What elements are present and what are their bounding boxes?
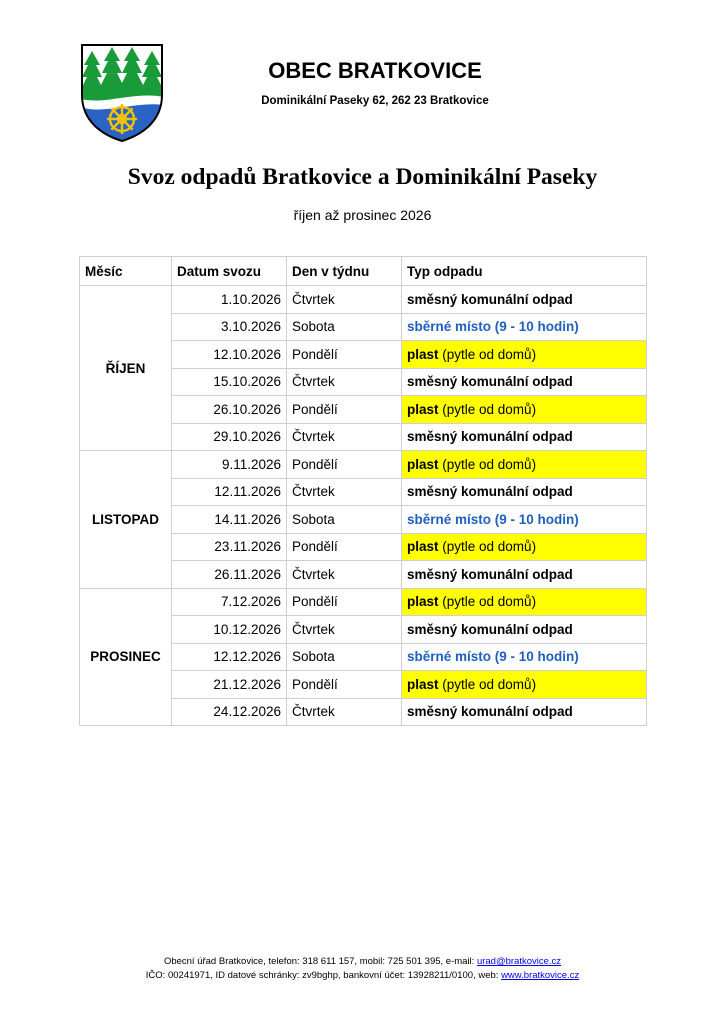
waste-type-cell	[402, 588, 647, 616]
footer-line-2	[0, 969, 725, 983]
waste-type-cell	[402, 671, 647, 699]
waste-type-note: (pytle od domů)	[438, 676, 537, 692]
header-date: Datum svozu	[172, 257, 287, 286]
waste-type-note: (pytle od domů)	[438, 539, 537, 555]
date-cell: 10.12.2026	[172, 616, 287, 644]
weekday-cell: Pondělí	[287, 588, 402, 616]
waste-type-label: směsný komunální odpad	[407, 704, 573, 720]
waste-type-cell	[402, 506, 647, 534]
weekday-cell: Čtvrtek	[287, 423, 402, 451]
waste-type-label: směsný komunální odpad	[407, 566, 573, 582]
waste-type-note: (pytle od domů)	[438, 346, 537, 362]
waste-type-note: (pytle od domů)	[438, 456, 537, 472]
waste-type-label: směsný komunální odpad	[407, 621, 573, 637]
org-address: Dominikální Paseky 62, 262 23 Bratkovice	[261, 95, 489, 107]
waste-type-label: plast	[407, 401, 439, 417]
collection-schedule-table	[79, 256, 647, 726]
document-subtitle: říjen až prosinec 2026	[293, 207, 432, 223]
month-cell: PROSINEC	[80, 588, 172, 726]
date-cell: 29.10.2026	[172, 423, 287, 451]
footer-line-1	[0, 955, 725, 969]
coat-of-arms-icon	[80, 43, 164, 143]
waste-type-label: plast	[407, 539, 439, 555]
footer-ids-text: IČO: 00241971, ID datové schránky: zv9bghp, bankovní účet: 13928211/0100, web:	[145, 970, 502, 981]
table-row	[80, 286, 647, 314]
waste-type-cell	[402, 616, 647, 644]
footer-contact-text: Obecní úřad Bratkovice, telefon: 318 611 157, mobil: 725 501 395, e-mail:	[163, 956, 477, 967]
waste-type-label: směsný komunální odpad	[407, 374, 573, 390]
waste-type-cell	[402, 533, 647, 561]
weekday-cell: Čtvrtek	[287, 478, 402, 506]
weekday-cell: Pondělí	[287, 533, 402, 561]
table-header-row	[80, 257, 647, 286]
footer	[0, 955, 725, 983]
waste-type-cell	[402, 396, 647, 424]
web-link[interactable]: www.bratkovice.cz	[501, 970, 580, 981]
waste-type-cell	[402, 286, 647, 314]
waste-type-cell	[402, 561, 647, 589]
table-row	[80, 451, 647, 479]
weekday-cell: Sobota	[287, 313, 402, 341]
waste-type-label: plast	[407, 456, 439, 472]
date-cell: 14.11.2026	[172, 506, 287, 534]
waste-type-label: sběrné místo (9 - 10 hodin)	[407, 319, 579, 335]
waste-type-cell	[402, 313, 647, 341]
email-link[interactable]: urad@bratkovice.cz	[476, 956, 562, 967]
waste-type-cell	[402, 478, 647, 506]
waste-type-cell	[402, 643, 647, 671]
waste-type-note: (pytle od domů)	[438, 594, 537, 610]
date-cell: 12.10.2026	[172, 341, 287, 369]
weekday-cell: Pondělí	[287, 671, 402, 699]
date-cell: 26.11.2026	[172, 561, 287, 589]
date-cell: 7.12.2026	[172, 588, 287, 616]
waste-type-label: směsný komunální odpad	[407, 484, 573, 500]
weekday-cell: Čtvrtek	[287, 616, 402, 644]
table-row	[80, 588, 647, 616]
waste-type-label: sběrné místo (9 - 10 hodin)	[407, 649, 579, 665]
date-cell: 3.10.2026	[172, 313, 287, 341]
weekday-cell: Pondělí	[287, 341, 402, 369]
waste-type-cell	[402, 698, 647, 726]
date-cell: 12.11.2026	[172, 478, 287, 506]
waste-type-cell	[402, 423, 647, 451]
date-cell: 21.12.2026	[172, 671, 287, 699]
date-cell: 23.11.2026	[172, 533, 287, 561]
weekday-cell: Čtvrtek	[287, 286, 402, 314]
weekday-cell: Čtvrtek	[287, 368, 402, 396]
weekday-cell: Sobota	[287, 643, 402, 671]
weekday-cell: Pondělí	[287, 396, 402, 424]
waste-type-label: plast	[407, 346, 439, 362]
waste-type-label: sběrné místo (9 - 10 hodin)	[407, 511, 579, 527]
date-cell: 24.12.2026	[172, 698, 287, 726]
weekday-cell: Čtvrtek	[287, 561, 402, 589]
waste-type-label: plast	[407, 594, 439, 610]
waste-type-label: směsný komunální odpad	[407, 291, 573, 307]
weekday-cell: Čtvrtek	[287, 698, 402, 726]
header-day: Den v týdnu	[287, 257, 402, 286]
month-cell: ŘÍJEN	[80, 286, 172, 451]
waste-type-label: plast	[407, 676, 439, 692]
waste-type-cell	[402, 368, 647, 396]
waste-type-cell	[402, 341, 647, 369]
date-cell: 9.11.2026	[172, 451, 287, 479]
waste-type-cell	[402, 451, 647, 479]
waste-type-note: (pytle od domů)	[438, 401, 537, 417]
date-cell: 26.10.2026	[172, 396, 287, 424]
date-cell: 15.10.2026	[172, 368, 287, 396]
header-month: Měsíc	[80, 257, 172, 286]
document-title: Svoz odpadů Bratkovice a Dominikální Paseky	[127, 164, 598, 190]
table-body	[80, 286, 647, 726]
date-cell: 12.12.2026	[172, 643, 287, 671]
date-cell: 1.10.2026	[172, 286, 287, 314]
weekday-cell: Pondělí	[287, 451, 402, 479]
header-type: Typ odpadu	[402, 257, 647, 286]
org-name: OBEC BRATKOVICE	[268, 58, 482, 83]
weekday-cell: Sobota	[287, 506, 402, 534]
month-cell: LISTOPAD	[80, 451, 172, 589]
waste-type-label: směsný komunální odpad	[407, 429, 573, 445]
